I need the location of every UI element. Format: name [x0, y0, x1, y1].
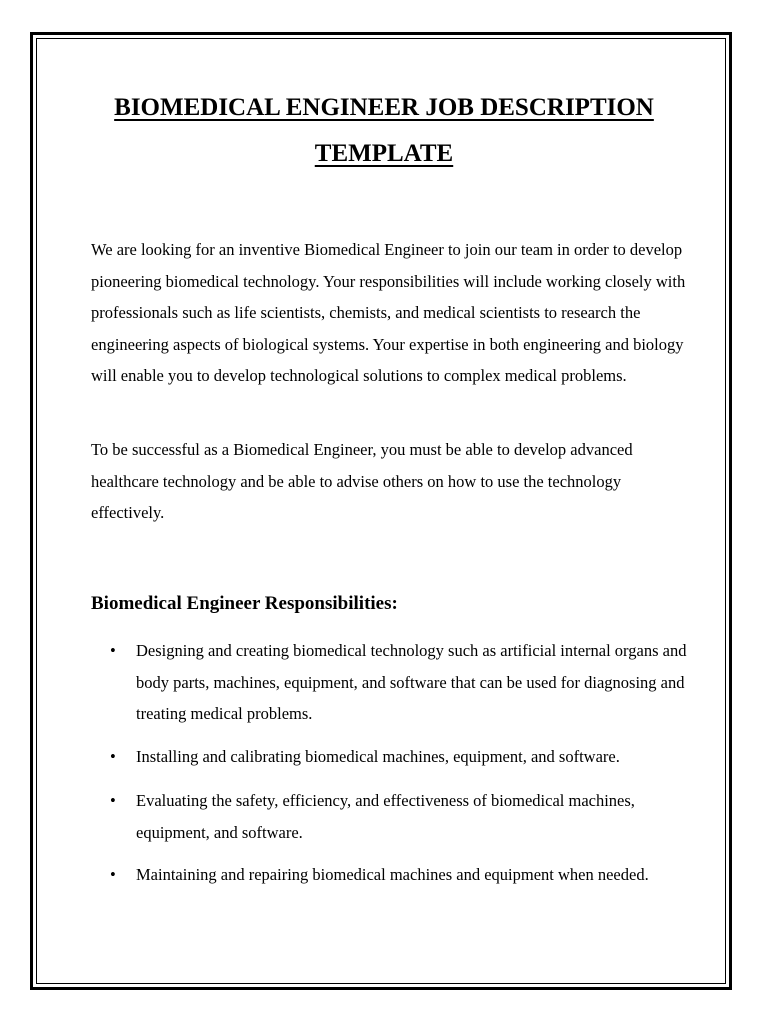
- list-item-text: Installing and calibrating biomedical machines, equipment, and software.: [136, 747, 620, 766]
- list-item-text: Maintaining and repairing biomedical machines and equipment when needed.: [136, 865, 649, 884]
- intro-paragraph: We are looking for an inventive Biomedical Engineer to join our team in order to develop pioneering biomedical technology. Your responsibilities will include working closely with professionals such as life scientists, chemists, and medical scientists to research the engineering aspects of biological systems. Your expertise in both engineering and biology will enable you to develop technological solutions to complex medical problems.: [91, 240, 686, 386]
- bullet-icon: •: [110, 641, 116, 660]
- list-item-text: Evaluating the safety, efficiency, and effectiveness of biomedical machines, equipment, and software.: [136, 791, 635, 842]
- document-title-line-1: BIOMEDICAL ENGINEER JOB DESCRIPTION: [114, 94, 654, 121]
- bullet-icon: •: [110, 747, 116, 766]
- bullet-icon: •: [110, 865, 116, 884]
- document-title-line-2: TEMPLATE: [314, 140, 454, 167]
- success-paragraph: To be successful as a Biomedical Engineer, you must be able to develop advanced healthcare technology and be able to advise others on how to use the technology effectively.: [91, 440, 633, 523]
- bullet-icon: •: [110, 791, 116, 810]
- list-item-text: Designing and creating biomedical technology such as artificial internal organs and body parts, machines, equipment, and software that can be used for diagnosing and treating medical problems.: [136, 641, 687, 724]
- responsibilities-heading: Biomedical Engineer Responsibilities:: [91, 593, 398, 614]
